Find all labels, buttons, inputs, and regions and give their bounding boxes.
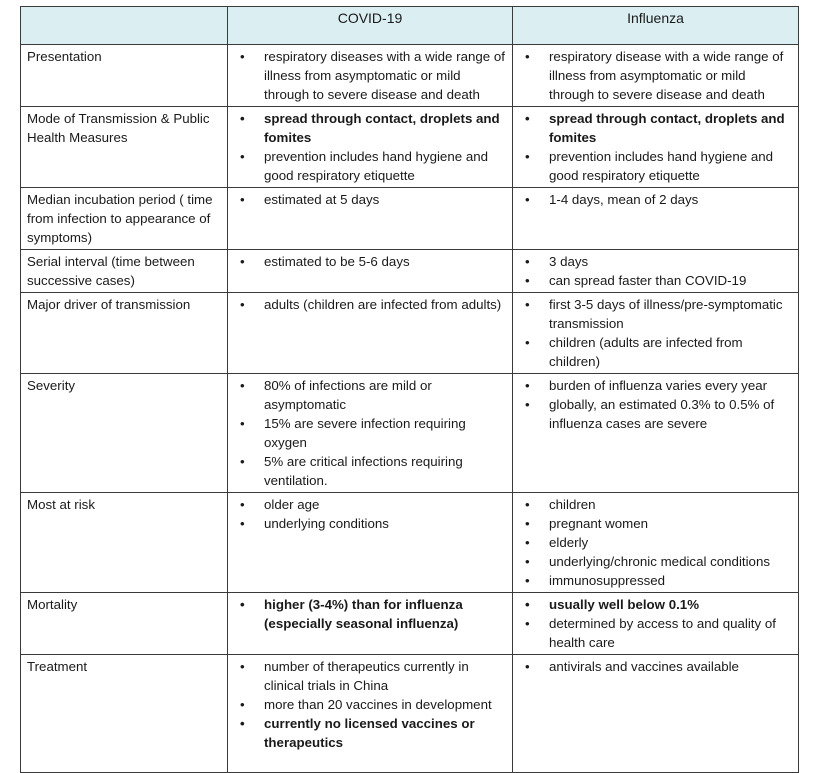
- influenza-cell: [513, 188, 799, 250]
- list-item: • determined by access to and quality of health care: [519, 614, 792, 652]
- list-item: • 5% are critical infections requiring ventilation.: [234, 452, 506, 490]
- row-label: Treatment: [21, 655, 228, 773]
- list-item: • respiratory diseases with a wide range of illness from asymptomatic or mild through to severe disease and death: [234, 47, 506, 104]
- row-label: Median incubation period ( time from infection to appearance of symptoms): [21, 188, 228, 250]
- list-item: • burden of influenza varies every year: [519, 376, 792, 395]
- list-item: • 15% are severe infection requiring oxygen: [234, 414, 506, 452]
- row-label: Mode of Transmission & Public Health Measures: [21, 107, 228, 188]
- influenza-cell: [513, 45, 799, 107]
- row-label: Major driver of transmission: [21, 293, 228, 374]
- covid-cell: [228, 655, 513, 773]
- influenza-cell: [513, 250, 799, 293]
- comparison-table: [20, 6, 799, 773]
- list-item: • globally, an estimated 0.3% to 0.5% of influenza cases are severe: [519, 395, 792, 433]
- table-row-serial-interval: [21, 250, 799, 293]
- row-label: Most at risk: [21, 493, 228, 593]
- list-item: • estimated at 5 days: [234, 190, 506, 209]
- influenza-cell: [513, 293, 799, 374]
- list-item: • adults (children are infected from adults): [234, 295, 506, 314]
- table-row-presentation: [21, 45, 799, 107]
- table-row-mortality: [21, 593, 799, 655]
- influenza-cell: [513, 493, 799, 593]
- table-row-treatment: [21, 655, 799, 773]
- list-item: • elderly: [519, 533, 792, 552]
- covid-cell: [228, 188, 513, 250]
- table-row-incubation: [21, 188, 799, 250]
- table-row-transmission: [21, 107, 799, 188]
- covid-cell: [228, 293, 513, 374]
- list-item: • older age: [234, 495, 506, 514]
- table-row-severity: [21, 374, 799, 493]
- header-row: [21, 7, 799, 45]
- list-item: • pregnant women: [519, 514, 792, 533]
- list-item: • usually well below 0.1%: [519, 595, 792, 614]
- list-item: [234, 595, 506, 633]
- row-label: Mortality: [21, 593, 228, 655]
- header-influenza: Influenza: [513, 7, 799, 45]
- list-item: • spread through contact, droplets and fomites: [234, 109, 506, 147]
- list-item: • antivirals and vaccines available: [519, 657, 792, 676]
- list-item: • underlying/chronic medical conditions: [519, 552, 792, 571]
- mortality-text: higher (3-4%) than for influenza (especially seasonal influenza): [264, 597, 463, 631]
- list-item: • spread through contact, droplets and fomites: [519, 109, 792, 147]
- list-item: • prevention includes hand hygiene and good respiratory etiquette: [519, 147, 792, 185]
- row-label: Severity: [21, 374, 228, 493]
- table-row-driver: [21, 293, 799, 374]
- header-covid: COVID-19: [228, 7, 513, 45]
- list-item: • estimated to be 5-6 days: [234, 252, 506, 271]
- list-item: • prevention includes hand hygiene and good respiratory etiquette: [234, 147, 506, 185]
- covid-cell: [228, 374, 513, 493]
- covid-cell: [228, 250, 513, 293]
- list-item: • children (adults are infected from children): [519, 333, 792, 371]
- influenza-cell: [513, 655, 799, 773]
- row-label: Serial interval (time between successive cases): [21, 250, 228, 293]
- list-item: • children: [519, 495, 792, 514]
- list-item: • more than 20 vaccines in development: [234, 695, 506, 714]
- covid-cell: [228, 45, 513, 107]
- list-item: • currently no licensed vaccines or therapeutics: [234, 714, 506, 752]
- influenza-cell: [513, 593, 799, 655]
- list-item: • 80% of infections are mild or asymptomatic: [234, 376, 506, 414]
- list-item: • first 3-5 days of illness/pre-symptomatic transmission: [519, 295, 792, 333]
- list-item: • 3 days: [519, 252, 792, 271]
- covid-cell: [228, 493, 513, 593]
- list-item: • number of therapeutics currently in clinical trials in China: [234, 657, 506, 695]
- influenza-cell: [513, 107, 799, 188]
- list-item: • 1-4 days, mean of 2 days: [519, 190, 792, 209]
- influenza-cell: [513, 374, 799, 493]
- list-item: • respiratory disease with a wide range of illness from asymptomatic or mild through to severe disease and death: [519, 47, 792, 104]
- list-item: • underlying conditions: [234, 514, 506, 533]
- covid-cell: [228, 593, 513, 655]
- header-blank-cell: [21, 7, 228, 45]
- covid-cell: [228, 107, 513, 188]
- table-row-most-at-risk: [21, 493, 799, 593]
- row-label: Presentation: [21, 45, 228, 107]
- list-item: • immunosuppressed: [519, 571, 792, 590]
- list-item: • can spread faster than COVID-19: [519, 271, 792, 290]
